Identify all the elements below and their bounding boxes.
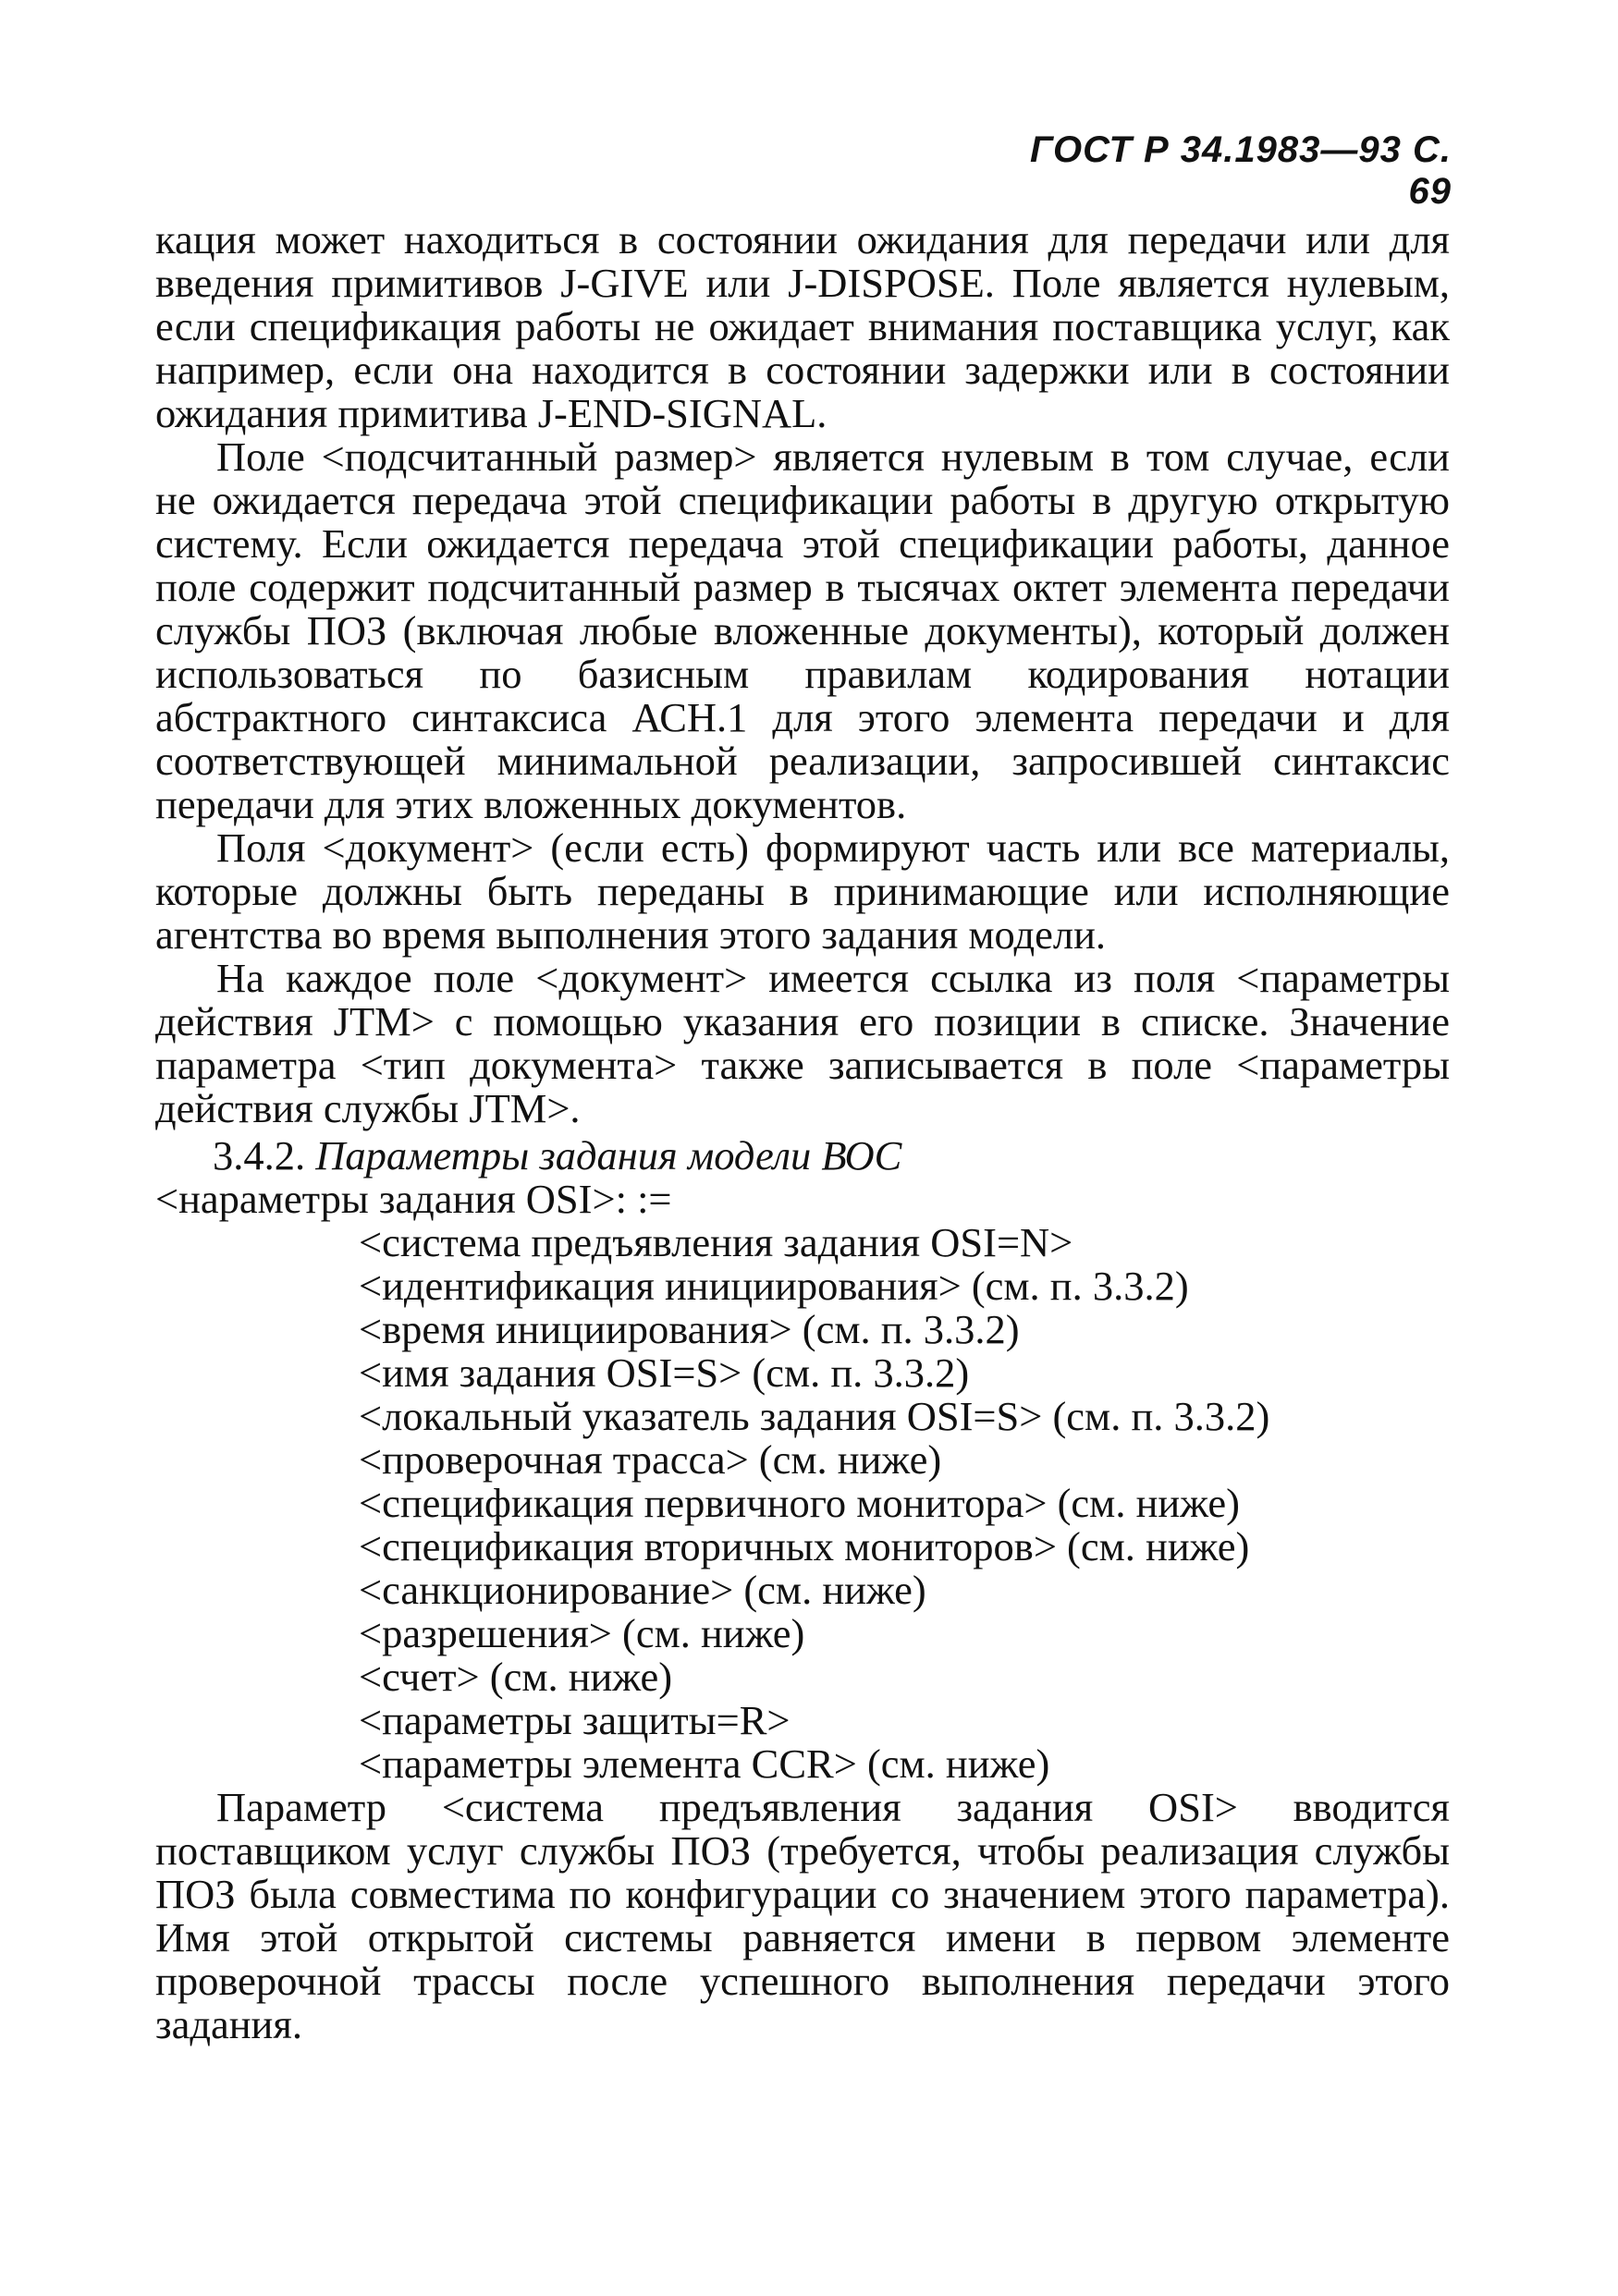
definition-item: <параметры элемента CCR> (см. ниже) — [359, 1740, 1050, 1787]
paragraph-submission-system: Параметр <система предъявления задания OSI> вводится поставщиком услуг службы ПОЗ (требуется, чтобы реализация службы ПОЗ была совместима по конфигурации со значением этого параметра). Имя этой открытой системы равняется имени в первом элементе проверочной трассы после успешного выполнения передачи этого задания. — [155, 1784, 1450, 2047]
definition-item: <локальный указатель задания OSI=S> (см. п. 3.3.2) — [359, 1393, 1270, 1439]
definition-head: <нараметры задания OSI>: := — [155, 1176, 672, 1222]
document-body — [155, 218, 1450, 2046]
definition-item: <идентификация инициирования> (см. п. 3.3.2) — [359, 1263, 1189, 1309]
definition-item: <проверочная трасса> (см. ниже) — [359, 1436, 942, 1483]
page-header: ГОСТ Р 34.1983—93 С. 69 — [1029, 129, 1452, 212]
paragraph-document-fields: Поля <документ> (если есть) формируют часть или все материалы, которые должны быть переданы в принимающие или исполняющие агентства во время выполнения этого задания модели. — [155, 824, 1450, 958]
section-heading — [213, 1134, 1450, 1178]
paragraph-document-reference: На каждое поле <документ> имеется ссылка из поля <параметры действия JTM> с помощью указания его позиции в списке. Значение параметра <тип документа> также записывается в поле <параметры действия службы JTM>. — [155, 955, 1450, 1131]
paragraph-counted-size: Поле <подсчитанный размер> является нулевым в том случае, если не ожидается передача этой спецификации работы в другую открытую систему. Если ожидается передача этой спецификации работы, данное поле содержит подсчитанный размер в тысячах октет элемента передачи службы ПОЗ (включая любые вложенные документы), который должен использоваться по базисным правилам кодирования нотации абстрактного синтаксиса АСН.1 для этого элемента передачи и для соответствующей минимальной реализации, запросившей синтаксис передачи для этих вложенных документов. — [155, 434, 1450, 827]
definition-item: <имя задания OSI=S> (см. п. 3.3.2) — [359, 1350, 970, 1396]
definition-item: <параметры защиты=R> — [359, 1697, 791, 1743]
definition-list — [359, 1221, 1450, 1786]
section-number: 3.4.2. — [213, 1132, 306, 1179]
definition-item: <санкционирование> (см. ниже) — [359, 1567, 926, 1613]
section-title: Параметры задания модели ВОС — [315, 1132, 902, 1179]
paragraph-continuation: кация может находиться в состоянии ожидания для передачи или для введения примитивов J-GIVE или J-DISPOSE. Поле является нулевым, если спецификация работы не ожидает внимания поставщика услуг, как например, если она находится в состоянии задержки или в состоянии ожидания примитива J-END-SIGNAL. — [155, 216, 1450, 436]
definition-item: <система предъявления задания OSI=N> — [359, 1219, 1073, 1265]
definition-item: <спецификация первичного монитора> (см. ниже) — [359, 1480, 1240, 1526]
definition-item: <счет> (см. ниже) — [359, 1654, 673, 1700]
definition-item: <время инициирования> (см. п. 3.3.2) — [359, 1306, 1020, 1352]
definition-item: <спецификация вторичных мониторов> (см. ниже) — [359, 1523, 1250, 1569]
definition-item: <разрешения> (см. ниже) — [359, 1610, 805, 1656]
